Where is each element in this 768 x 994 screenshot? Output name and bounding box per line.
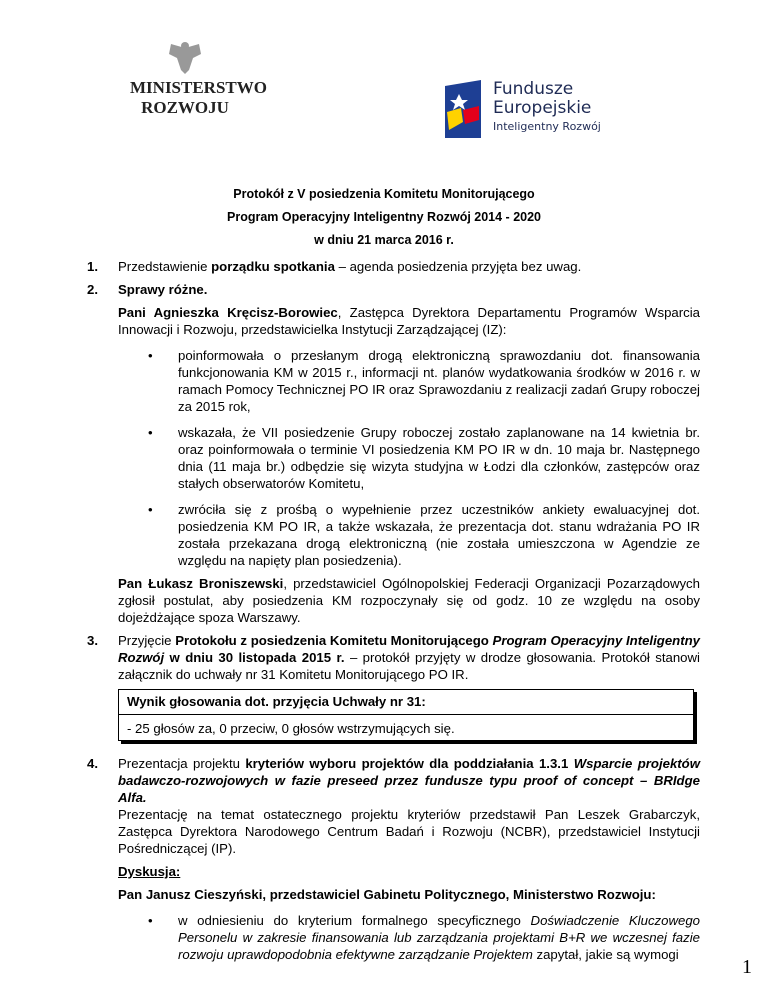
vote-result: - 25 głosów za, 0 przeciw, 0 głosów wstrzymujących się.: [119, 714, 693, 740]
doc-date: w dniu 21 marca 2016 r.: [314, 233, 454, 247]
doc-subtitle: Program Operacyjny Inteligentny Rozwój 2014 - 2020: [227, 210, 541, 224]
vote-result-box: [118, 689, 694, 741]
item-number: 2.: [87, 282, 98, 297]
item-number: 3.: [87, 633, 98, 648]
ministry-name: MINISTERSTWO ROZWOJU: [130, 78, 267, 117]
item2-speaker: Pani Agnieszka Kręcisz-Borowiec, Zastępca Dyrektora Departamentu Programów Wsparcia Innowacji i Rozwoju, przedstawicielka Instytucji Zarządzającej (IZ):: [118, 305, 700, 337]
bullet-icon: •: [148, 425, 153, 440]
item4-text: 4. Prezentacja projektu kryteriów wyboru projektów dla poddziałania 1.3.1 Wsparcie projektów badawczo-rozwojowych w fazie preseed przez fundusze typu proof of concept – BRIdge Alfa.: [87, 756, 700, 805]
discussion-heading: Dyskusja:: [118, 864, 181, 879]
item4-presentation: Prezentację na temat ostatecznego projektu kryteriów przedstawił Pan Leszek Grabarczyk, Zastępca Dyrektora Narodowego Centrum Badań i Rozwoju (NCBR), przedstawiciel Instytucji Pośredniczącej (IP).: [118, 807, 700, 856]
discussion-speaker: Pan Janusz Cieszyński, przedstawiciel Gabinetu Politycznego, Ministerstwo Rozwoju:: [118, 887, 656, 902]
list-item: • poinformowała o przesłanym drogą elektroniczną sprawozdaniu dot. finansowania funkcjonowania KM w 2015 r., informacji nt. planów wydatkowania środków w 2016 r. w ramach Pomocy Technicznej PO IR oraz Sprawozdaniu z realizacji zadań Grupy roboczej za 2015 rok,: [148, 348, 700, 414]
fundusze-europejskie-logo: [445, 80, 601, 138]
list-item: • zwróciła się z prośbą o wypełnienie przez uczestników ankiety ewaluacyjnej dot. posiedzenia KM PO IR, a także wskazała, że prezentacja dot. stanu wdrażania PO IR została przekazana drogą elektroniczną (nie została umieszczona w Agendzie ze względu na napięty plan posiedzenia).: [148, 502, 700, 568]
fe-line2: Europejskie: [493, 98, 592, 118]
item3-text: 3. Przyjęcie Protokołu z posiedzenia Komitetu Monitorującego Program Operacyjny Inteligentny Rozwój w dniu 30 listopada 2015 r. – protokół przyjęty w drodze głosowania. Protokół stanowi załącznik do uchwały nr 31 Komitetu Monitorującego PO IR.: [87, 633, 700, 682]
ministry-logo: [130, 40, 267, 118]
bullet-icon: •: [148, 348, 153, 363]
fe-line3: Inteligentny Rozwój: [493, 120, 601, 133]
item-number: 1.: [87, 259, 98, 274]
fe-flag-icon: [445, 80, 481, 138]
vote-title: Wynik głosowania dot. przyjęcia Uchwały nr 31:: [127, 694, 426, 709]
eagle-emblem-icon: [167, 40, 203, 74]
list-item: • w odniesieniu do kryterium formalnego specyficznego Doświadczenie Kluczowego Personelu w zakresie finansowania lub zarządzania projektami B+R we wczesnej fazie rozwoju uprawdopodobnia efektywne zarządzanie Projektem zapytał, jakie są wymogi: [148, 913, 700, 962]
item2-postulate: Pan Łukasz Broniszewski, przedstawiciel Ogólnopolskiej Federacji Organizacji Pozarządowych zgłosił postulat, aby posiedzenia KM rozpoczynały się od godz. 10 ze względu na osoby dojeżdżające spoza Warszawy.: [118, 576, 700, 625]
fe-line1: Fundusze: [493, 79, 574, 99]
bullet-icon: •: [148, 502, 153, 517]
bullet-icon: •: [148, 913, 153, 928]
item2-title: 2. Sprawy różne.: [87, 282, 208, 297]
doc-title: Protokół z V posiedzenia Komitetu Monitorującego: [233, 187, 535, 201]
page-number: 1: [742, 956, 752, 978]
item-number: 4.: [87, 756, 98, 771]
document-body: [0, 186, 768, 963]
list-item: • wskazała, że VII posiedzenie Grupy roboczej zostało zaplanowane na 14 kwietnia br. oraz poinformowała o terminie VI posiedzenia KM PO IR w dn. 10 maja br. Następnego dnia (11 maja br.) odbędzie się wizyta studyjna w Łodzi dla członków, zastępców oraz stałych obserwatorów Komitetu,: [148, 425, 700, 491]
item1-text: 1. Przedstawienie porządku spotkania – agenda posiedzenia przyjęta bez uwag.: [87, 259, 582, 274]
